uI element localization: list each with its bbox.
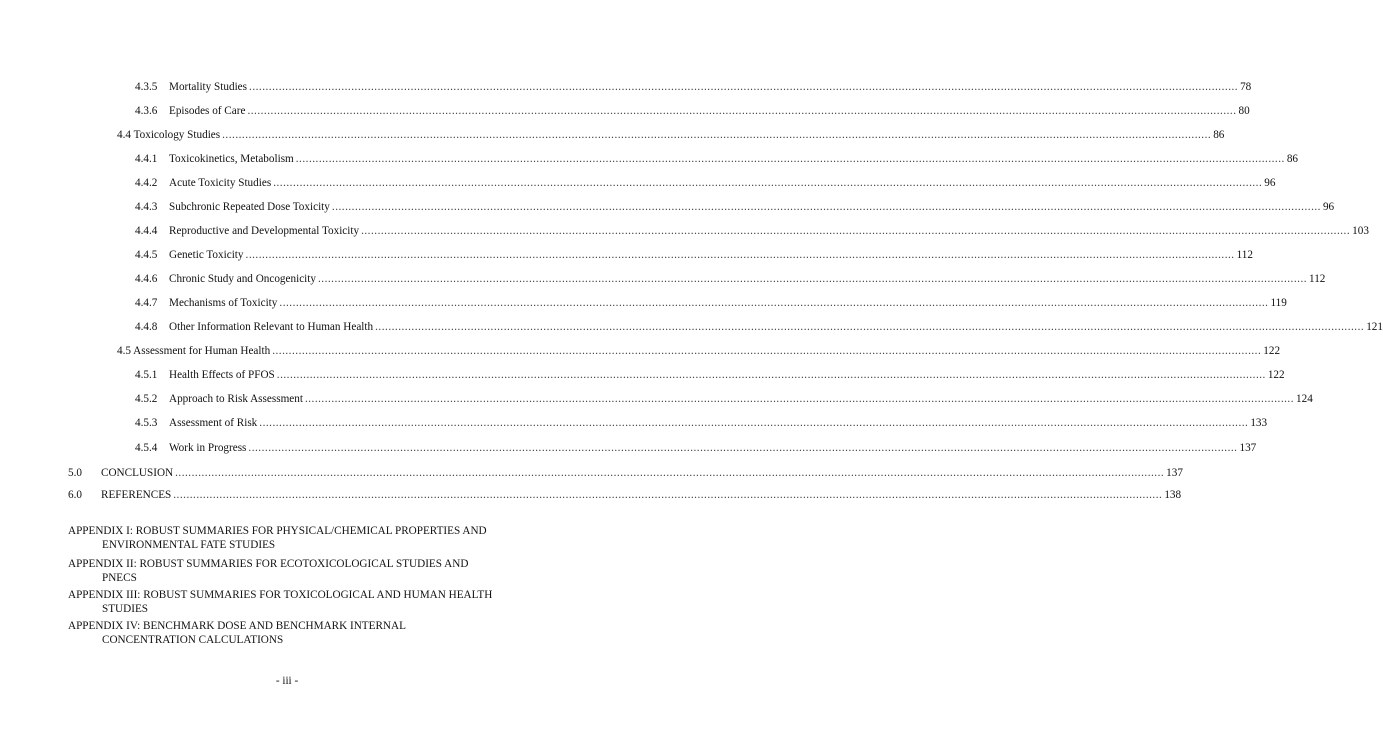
- toc-section-number: 4.4.5: [135, 249, 158, 261]
- toc-title: 4.5 Assessment for Human Health: [117, 345, 271, 357]
- toc-entry: [0, 104, 1250, 118]
- appendix-title-line1: APPENDIX IV: BENCHMARK DOSE AND BENCHMARK INTERNAL: [68, 620, 406, 632]
- toc-title: Toxicokinetics, Metabolism: [169, 153, 294, 165]
- toc-title: Work in Progress: [169, 442, 247, 454]
- toc-page-number: 121: [1366, 321, 1383, 333]
- toc-title: Chronic Study and Oncogenicity: [169, 273, 316, 285]
- toc-leader-dots: ............................................................................................................................................................................................................................................................................................................: [248, 442, 1238, 454]
- toc-title: Assessment of Risk: [169, 417, 258, 429]
- appendix-title-line1: APPENDIX III: ROBUST SUMMARIES FOR TOXICOLOGICAL AND HUMAN HEALTH: [68, 589, 493, 601]
- toc-title: Health Effects of PFOS: [169, 369, 275, 381]
- toc-section-number: 4.4.3: [135, 201, 158, 213]
- toc-section-number: 6.0: [68, 489, 82, 501]
- toc-leader-dots: ............................................................................................................................................................................................................................................................................................................: [222, 129, 1212, 141]
- toc-section-number: 4.4.7: [135, 297, 158, 309]
- toc-entry: [0, 296, 1287, 310]
- toc-leader-dots: ............................................................................................................................................................................................................................................................................................................: [361, 225, 1351, 237]
- toc-entry: [0, 320, 1383, 334]
- toc-section-number: 4.5.4: [135, 442, 158, 454]
- toc-section-number: 4.4.8: [135, 321, 158, 333]
- toc-leader-dots: ............................................................................................................................................................................................................................................................................................................: [245, 249, 1235, 261]
- toc-leader-dots: ............................................................................................................................................................................................................................................................................................................: [331, 201, 1321, 213]
- toc-page-number: 112: [1236, 249, 1253, 261]
- toc-leader-dots: ............................................................................................................................................................................................................................................................................................................: [175, 467, 1165, 479]
- toc-title: Acute Toxicity Studies: [169, 177, 272, 189]
- toc-entry: [0, 224, 1369, 238]
- toc-section-number: 4.4.4: [135, 225, 158, 237]
- toc-section-number: 4.4.6: [135, 273, 158, 285]
- toc-page-number: 86: [1213, 129, 1225, 141]
- toc-entry: [0, 80, 1252, 94]
- toc-page-number: 112: [1309, 273, 1326, 285]
- toc-section-number: 4.5.2: [135, 393, 158, 405]
- toc-entry: [0, 248, 1253, 262]
- toc-title: Episodes of Care: [169, 105, 246, 117]
- appendix-title-line2: CONCENTRATION CALCULATIONS: [102, 633, 284, 646]
- toc-leader-dots: ............................................................................................................................................................................................................................................................................................................: [272, 345, 1262, 357]
- toc-page-number: 137: [1166, 467, 1183, 479]
- toc-title: REFERENCES: [101, 489, 172, 501]
- appendix-title-line1: APPENDIX I: ROBUST SUMMARIES FOR PHYSICAL/CHEMICAL PROPERTIES AND: [68, 525, 487, 537]
- toc-title: Subchronic Repeated Dose Toxicity: [169, 201, 330, 213]
- toc-entry: [0, 416, 1268, 430]
- toc-title: Mortality Studies: [169, 81, 248, 93]
- toc-page-number: 86: [1286, 153, 1298, 165]
- toc-page-number: 124: [1296, 393, 1313, 405]
- toc-page-number: 137: [1239, 442, 1257, 454]
- toc-leader-dots: ............................................................................................................................................................................................................................................................................................................: [247, 105, 1237, 117]
- toc-leader-dots: ............................................................................................................................................................................................................................................................................................................: [375, 321, 1365, 333]
- toc-entry: [0, 152, 1298, 166]
- appendix-item: [68, 558, 508, 585]
- toc-leader-dots: ............................................................................................................................................................................................................................................................................................................: [304, 393, 1294, 405]
- toc-page-number: 103: [1352, 225, 1369, 237]
- toc-page-number: 122: [1267, 369, 1285, 381]
- toc-entry: [0, 441, 1257, 455]
- toc-title: CONCLUSION: [101, 467, 174, 479]
- toc-page-number: 80: [1238, 105, 1250, 117]
- appendix-item: [68, 525, 508, 552]
- toc-page-number: 138: [1164, 489, 1182, 501]
- page-number: - iii -: [275, 675, 299, 687]
- toc-section-number: 4.3.5: [135, 81, 158, 93]
- toc-entry: [0, 272, 1326, 286]
- toc-entry: [0, 128, 1225, 142]
- toc-section-number: 4.5.3: [135, 417, 158, 429]
- toc-leader-dots: ............................................................................................................................................................................................................................................................................................................: [273, 177, 1263, 189]
- toc-leader-dots: ............................................................................................................................................................................................................................................................................................................: [173, 489, 1163, 501]
- toc-leader-dots: ............................................................................................................................................................................................................................................................................................................: [279, 297, 1269, 309]
- toc-section-number: 4.4.2: [135, 177, 158, 189]
- toc-page-number: 122: [1263, 345, 1281, 357]
- toc-title: Mechanisms of Toxicity: [169, 297, 278, 309]
- toc-entry: [0, 392, 1313, 406]
- appendix-title-line2: ENVIRONMENTAL FATE STUDIES: [102, 538, 276, 551]
- toc-page-number: 78: [1240, 81, 1252, 93]
- toc-section-number: 5.0: [68, 467, 82, 479]
- toc-title: Approach to Risk Assessment: [169, 393, 303, 405]
- toc-leader-dots: ............................................................................................................................................................................................................................................................................................................: [317, 273, 1308, 285]
- toc-page-number: 133: [1250, 417, 1268, 429]
- toc-section-number: 4.5.1: [135, 369, 158, 381]
- toc-leader-dots: ............................................................................................................................................................................................................................................................................................................: [295, 153, 1285, 165]
- toc-leader-dots: ............................................................................................................................................................................................................................................................................................................: [276, 369, 1266, 381]
- toc-title: Reproductive and Developmental Toxicity: [169, 225, 360, 237]
- toc-entry: [0, 200, 1335, 214]
- toc-page-number: 96: [1322, 201, 1335, 213]
- toc-entry: [0, 488, 1182, 502]
- appendix-title-line2: STUDIES: [102, 602, 148, 615]
- toc-leader-dots: ............................................................................................................................................................................................................................................................................................................: [249, 81, 1239, 93]
- appendix-title-line1: APPENDIX II: ROBUST SUMMARIES FOR ECOTOXICOLOGICAL STUDIES AND: [68, 558, 469, 570]
- toc-title: Other Information Relevant to Human Health: [169, 321, 374, 333]
- toc-entry: [0, 344, 1281, 358]
- appendix-item: [68, 589, 508, 616]
- toc-entry: [0, 368, 1285, 382]
- toc-entry: [0, 466, 1183, 480]
- toc-section-number: 4.3.6: [135, 105, 158, 117]
- toc-entry: [0, 176, 1276, 190]
- toc-page-number: 119: [1270, 297, 1287, 309]
- appendix-title-line2: PNECS: [102, 571, 137, 584]
- appendix-item: [68, 620, 508, 647]
- toc-page-number: 96: [1264, 177, 1276, 189]
- toc-title: 4.4 Toxicology Studies: [117, 129, 221, 141]
- toc-title: Genetic Toxicity: [169, 249, 244, 261]
- toc-section-number: 4.4.1: [135, 153, 158, 165]
- toc-leader-dots: ............................................................................................................................................................................................................................................................................................................: [259, 417, 1249, 429]
